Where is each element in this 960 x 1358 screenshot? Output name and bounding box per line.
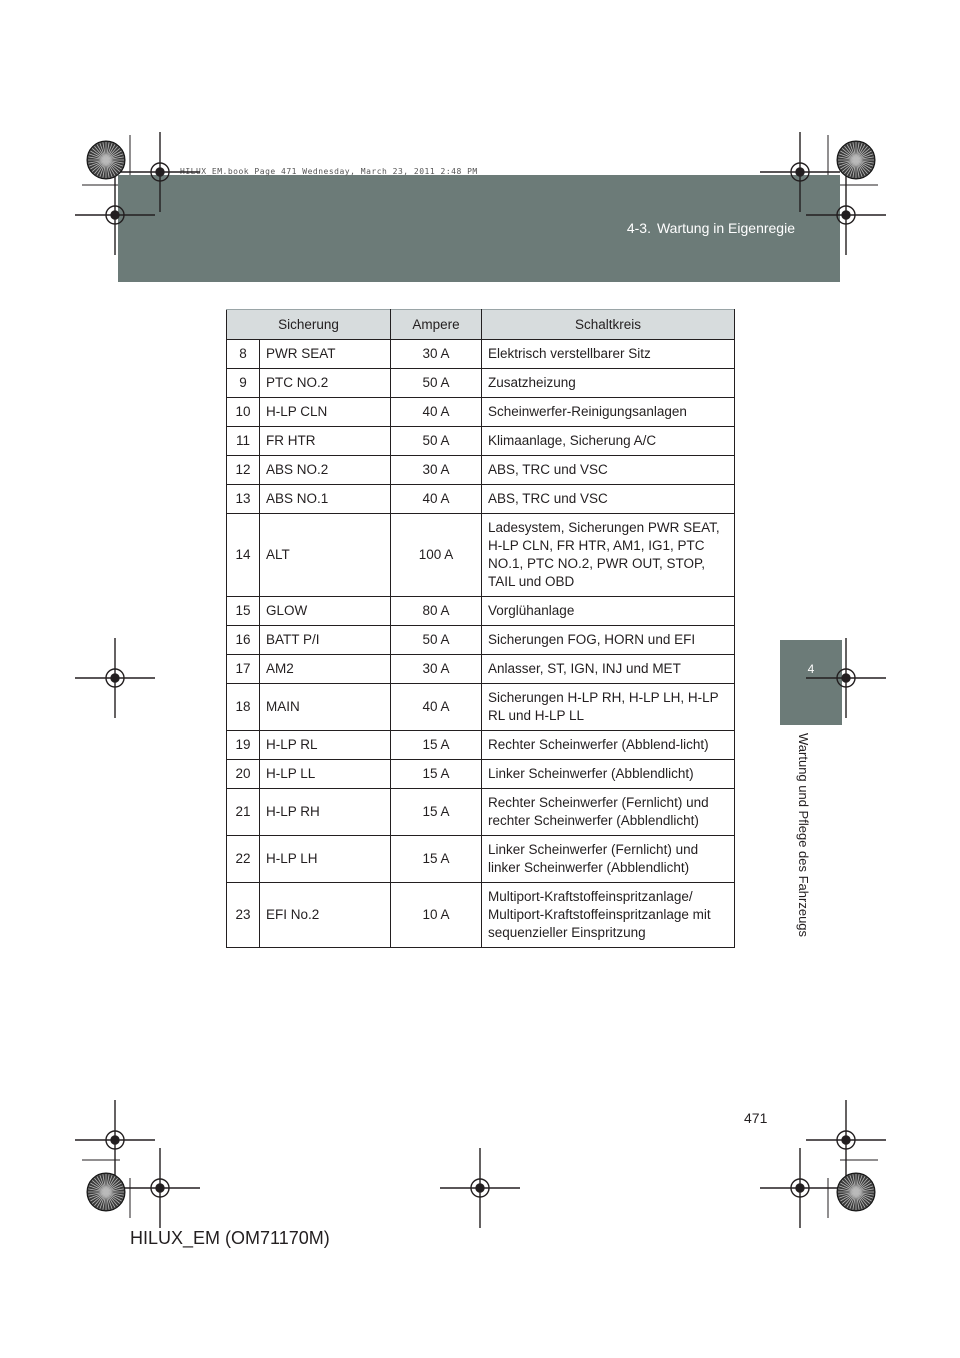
fuse-number: 23 bbox=[227, 883, 260, 948]
fuse-ampere: 50 A bbox=[391, 626, 482, 655]
header-fuse: Sicherung bbox=[227, 310, 391, 340]
fuse-number: 17 bbox=[227, 655, 260, 684]
registration-mark bbox=[75, 1100, 155, 1180]
fuse-ampere: 50 A bbox=[391, 369, 482, 398]
fuse-name: H-LP CLN bbox=[260, 398, 391, 427]
registration-mark bbox=[806, 175, 886, 255]
footer-code: HILUX_EM (OM71170M) bbox=[130, 1228, 330, 1248]
fuse-number: 21 bbox=[227, 789, 260, 836]
registration-mark bbox=[120, 1148, 200, 1228]
fuse-ampere: 15 A bbox=[391, 760, 482, 789]
registration-mark bbox=[120, 132, 200, 212]
fuse-number: 8 bbox=[227, 340, 260, 369]
fuse-number: 22 bbox=[227, 836, 260, 883]
fuse-circuit: Sicherungen H-LP RH, H-LP LH, H-LP RL und H-LP LL bbox=[482, 684, 735, 731]
fuse-ampere: 80 A bbox=[391, 597, 482, 626]
fuse-ampere: 30 A bbox=[391, 340, 482, 369]
fuse-name: H-LP LL bbox=[260, 760, 391, 789]
fuse-circuit: ABS, TRC und VSC bbox=[482, 456, 735, 485]
fuse-circuit: Linker Scheinwerfer (Fernlicht) und linker Scheinwerfer (Abblendlicht) bbox=[482, 836, 735, 883]
fuse-circuit: Rechter Scheinwerfer (Abblend-licht) bbox=[482, 731, 735, 760]
header-circuit: Schaltkreis bbox=[482, 310, 735, 340]
fuse-name: FR HTR bbox=[260, 427, 391, 456]
fuse-number: 16 bbox=[227, 626, 260, 655]
fuse-circuit: Anlasser, ST, IGN, INJ und MET bbox=[482, 655, 735, 684]
fuse-name: ABS NO.1 bbox=[260, 485, 391, 514]
fuse-circuit: Rechter Scheinwerfer (Fernlicht) und rechter Scheinwerfer (Abblendlicht) bbox=[482, 789, 735, 836]
fuse-name: ABS NO.2 bbox=[260, 456, 391, 485]
fuse-ampere: 40 A bbox=[391, 398, 482, 427]
fuse-number: 14 bbox=[227, 514, 260, 597]
fuse-number: 12 bbox=[227, 456, 260, 485]
fuse-circuit: Scheinwerfer-Reinigungsanlagen bbox=[482, 398, 735, 427]
chapter-title: Wartung und Pflege des Fahrzeugs bbox=[796, 733, 811, 938]
section-title: Wartung in Eigenregie bbox=[656, 220, 795, 236]
fuse-name: H-LP RL bbox=[260, 731, 391, 760]
section-number: 4-3. bbox=[626, 220, 651, 236]
registration-mark bbox=[75, 638, 155, 718]
print-stamp: HILUX_EM.book Page 471 Wednesday, March 23, 2011 2:48 PM bbox=[180, 167, 478, 176]
page-number: 471 bbox=[744, 1110, 768, 1126]
fuse-number: 20 bbox=[227, 760, 260, 789]
registration-mark bbox=[806, 638, 886, 718]
fuse-circuit: Vorglühanlage bbox=[482, 597, 735, 626]
fuse-number: 19 bbox=[227, 731, 260, 760]
fuse-ampere: 15 A bbox=[391, 731, 482, 760]
fuse-circuit: Sicherungen FOG, HORN und EFI bbox=[482, 626, 735, 655]
fuse-name: GLOW bbox=[260, 597, 391, 626]
color-rosette bbox=[87, 1173, 125, 1211]
fuse-ampere: 30 A bbox=[391, 655, 482, 684]
fuse-ampere: 40 A bbox=[391, 684, 482, 731]
fuse-number: 11 bbox=[227, 427, 260, 456]
fuse-number: 13 bbox=[227, 485, 260, 514]
fuse-circuit: Zusatzheizung bbox=[482, 369, 735, 398]
fuse-circuit: Klimaanlage, Sicherung A/C bbox=[482, 427, 735, 456]
registration-mark bbox=[806, 1100, 886, 1180]
fuse-name: ALT bbox=[260, 514, 391, 597]
fuse-ampere: 100 A bbox=[391, 514, 482, 597]
fuse-name: H-LP LH bbox=[260, 836, 391, 883]
registration-mark bbox=[75, 175, 155, 255]
chapter-number: 4 bbox=[807, 662, 815, 676]
color-rosette bbox=[837, 1173, 875, 1211]
fuse-circuit: Linker Scheinwerfer (Abblendlicht) bbox=[482, 760, 735, 789]
fuse-name: H-LP RH bbox=[260, 789, 391, 836]
fuse-number: 10 bbox=[227, 398, 260, 427]
fuse-name: BATT P/I bbox=[260, 626, 391, 655]
registration-mark bbox=[440, 1148, 520, 1228]
fuse-name: EFI No.2 bbox=[260, 883, 391, 948]
header-ampere: Ampere bbox=[391, 310, 482, 340]
fuse-ampere: 40 A bbox=[391, 485, 482, 514]
fuse-name: MAIN bbox=[260, 684, 391, 731]
color-rosette bbox=[87, 141, 125, 179]
fuse-ampere: 15 A bbox=[391, 789, 482, 836]
fuse-name: PTC NO.2 bbox=[260, 369, 391, 398]
color-rosette bbox=[837, 141, 875, 179]
fuse-ampere: 50 A bbox=[391, 427, 482, 456]
fuse-name: PWR SEAT bbox=[260, 340, 391, 369]
fuse-number: 15 bbox=[227, 597, 260, 626]
fuse-ampere: 10 A bbox=[391, 883, 482, 948]
fuse-circuit: Multiport-Kraftstoffeinspritzanlage/ Multiport-Kraftstoffeinspritzanlage mit sequenzieller Einspritzung bbox=[482, 883, 735, 948]
fuse-circuit: ABS, TRC und VSC bbox=[482, 485, 735, 514]
fuse-circuit: Ladesystem, Sicherungen PWR SEAT, H-LP CLN, FR HTR, AM1, IG1, PTC NO.1, PTC NO.2, PWR OUT, STOP, TAIL und OBD bbox=[482, 514, 735, 597]
fuse-number: 18 bbox=[227, 684, 260, 731]
fuse-ampere: 15 A bbox=[391, 836, 482, 883]
fuse-number: 9 bbox=[227, 369, 260, 398]
fuse-circuit: Elektrisch verstellbarer Sitz bbox=[482, 340, 735, 369]
fuse-ampere: 30 A bbox=[391, 456, 482, 485]
fuse-name: AM2 bbox=[260, 655, 391, 684]
